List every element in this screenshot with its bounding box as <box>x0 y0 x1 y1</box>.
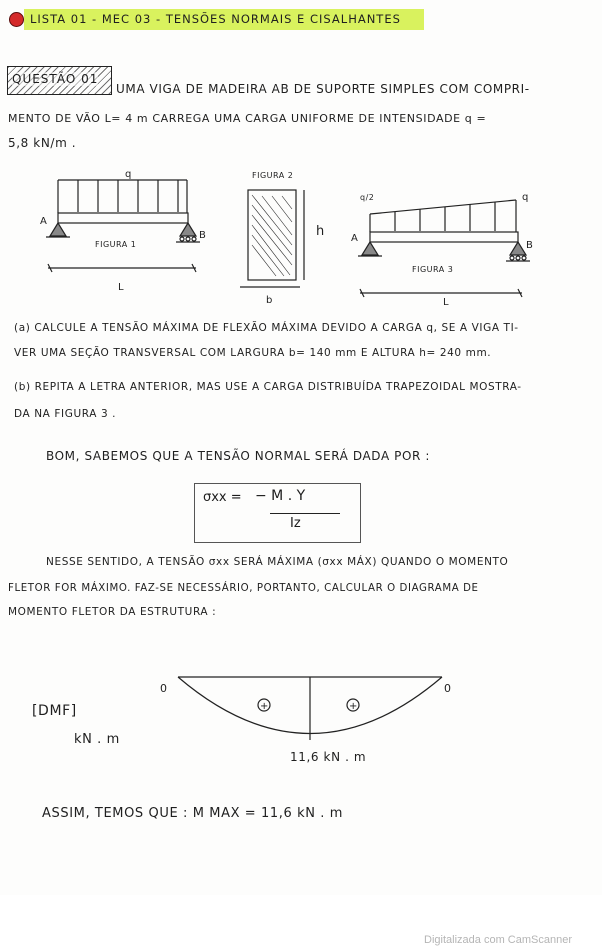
dmf-unit: kN . m <box>74 732 120 747</box>
formula-lhs: σxx = <box>203 490 242 505</box>
solution-conclusion: ASSIM, TEMOS QUE : M MAX = 11,6 kN . m <box>42 806 344 821</box>
scanner-watermark: Digitalizada com CamScanner <box>424 934 572 946</box>
item-b-line-1: (b) REPITA A LETRA ANTERIOR, MAS USE A CARGA DISTRIBUÍDA TRAPEZOIDAL MOSTRA- <box>14 381 522 393</box>
figure-1 <box>40 169 206 293</box>
fig3-load-right: q <box>522 192 529 203</box>
fig2-width: b <box>266 295 273 306</box>
formula-box <box>194 483 361 543</box>
fig1-support-a: A <box>40 216 48 227</box>
figure-2 <box>240 171 325 306</box>
figure-3 <box>351 192 533 308</box>
fig3-support-b: B <box>526 240 534 251</box>
question-label: QUESTÃO 01 <box>12 72 99 86</box>
formula-numerator: − M . Y <box>255 488 306 504</box>
moment-diagram <box>160 677 452 740</box>
item-a-line-2: VER UMA SEÇÃO TRANSVERSAL COM LARGURA b= 140 mm E ALTURA h= 240 mm. <box>14 347 492 359</box>
solution-paragraph-1: NESSE SENTIDO, A TENSÃO σxx SERÁ MÁXIMA (σxx MÁX) QUANDO O MOMENTO <box>46 556 509 568</box>
fig2-caption: FIGURA 2 <box>252 171 294 180</box>
statement-line-1: UMA VIGA DE MADEIRA AB DE SUPORTE SIMPLES COM COMPRI- <box>116 82 530 96</box>
fig3-load-left: q/2 <box>360 193 375 202</box>
dmf-title: [DMF] <box>32 703 77 719</box>
statement-line-3: 5,8 kN/m . <box>8 136 77 150</box>
item-a-line-1: (a) CALCULE A TENSÃO MÁXIMA DE FLEXÃO MÁXIMA DEVIDO A CARGA q, SE A VIGA TI- <box>14 322 519 334</box>
fig1-load-label: q <box>125 169 132 180</box>
header-title: LISTA 01 - MEC 03 - TENSÕES NORMAIS E CISALHANTES <box>30 12 401 26</box>
fig1-caption: FIGURA 1 <box>95 240 137 249</box>
statement-line-2: MENTO DE VÃO L= 4 m CARREGA UMA CARGA UNIFORME DE INTENSIDADE q = <box>8 112 487 125</box>
dmf-sign-right: + <box>349 701 358 712</box>
solution-intro: BOM, SABEMOS QUE A TENSÃO NORMAL SERÁ DADA POR : <box>46 449 431 463</box>
fig3-support-a: A <box>351 233 359 244</box>
fig2-height: h <box>316 224 325 239</box>
dmf-left-zero: 0 <box>160 682 168 695</box>
fig3-caption: FIGURA 3 <box>412 265 454 274</box>
solution-paragraph-3: MOMENTO FLETOR DA ESTRUTURA : <box>8 606 217 618</box>
fig1-span: L <box>118 282 125 293</box>
fraction-bar <box>270 513 340 514</box>
dmf-sign-left: + <box>260 701 269 712</box>
dmf-right-zero: 0 <box>444 682 452 695</box>
fig3-span: L <box>443 297 450 308</box>
formula-denominator: Iz <box>290 516 301 531</box>
item-b-line-2: DA NA FIGURA 3 . <box>14 408 117 420</box>
fig1-support-b: B <box>199 230 207 241</box>
solution-paragraph-2: FLETOR FOR MÁXIMO. FAZ-SE NECESSÁRIO, PORTANTO, CALCULAR O DIAGRAMA DE <box>8 583 479 594</box>
dmf-max-value: 11,6 kN . m <box>290 750 367 764</box>
